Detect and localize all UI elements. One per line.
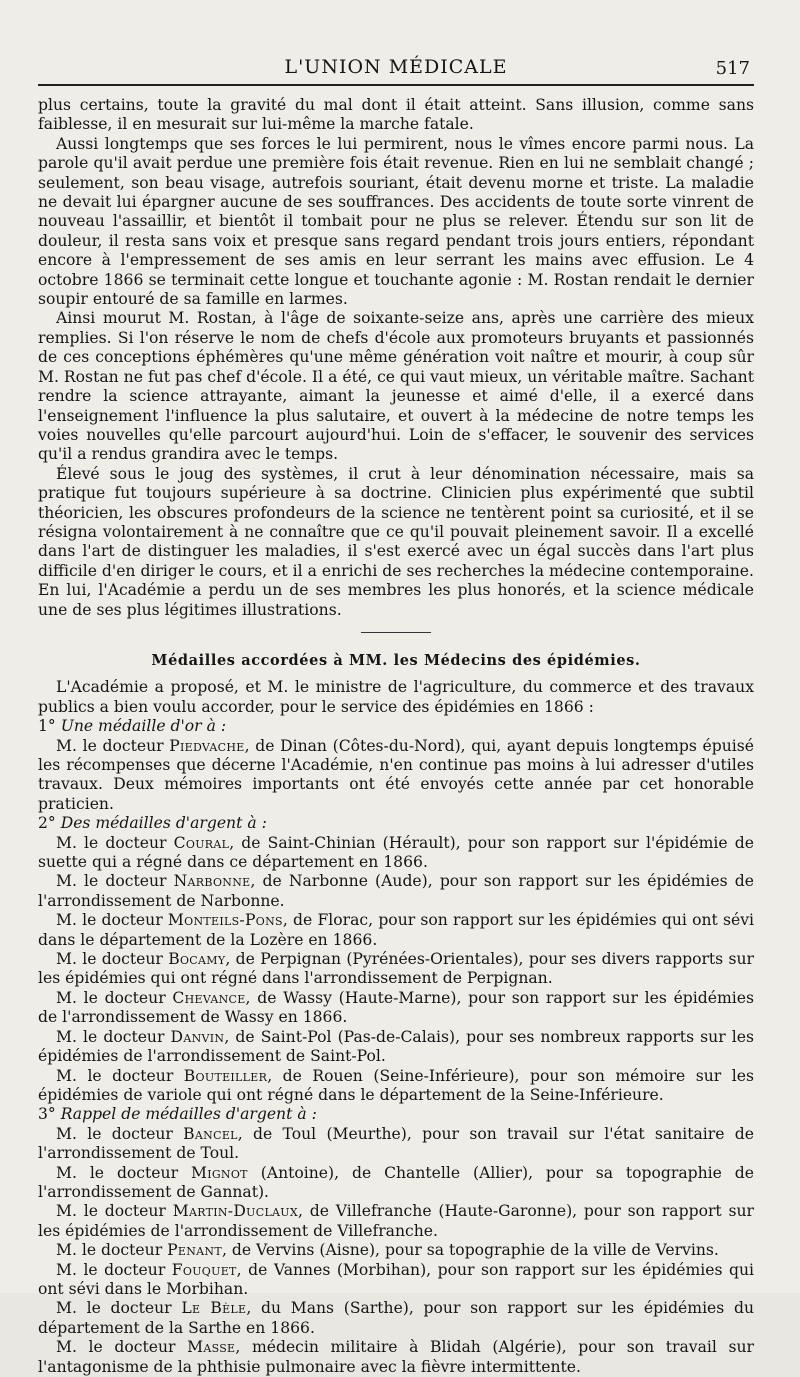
entry-prefix: M. le docteur (56, 872, 174, 891)
section-title: Médailles accordées à MM. les Médecins des épidémies. (151, 651, 641, 669)
laureate-entry (38, 834, 754, 873)
laureate-entry (38, 1028, 754, 1067)
medal-category-number: 2° (38, 814, 56, 833)
doctor-name: Bocamy (168, 950, 226, 969)
paragraph: Ainsi mourut M. Rostan, à l'âge de soixante-seize ans, après une carrière des mieux remplies. Si l'on réserve le nom de chefs d'école aux promoteurs bruyants et passionnés de ces conceptions éphémères qu'une même génération voit naître et mourir, à coup sûr M. Rostan ne fut pas chef d'école. Il a été, ce qui vaut mieux, un véritable maître. Sachant rendre la science attrayante, aimant la jeunesse et aimé d'elle, il a exercé dans l'enseignement l'influence la plus salutaire, et ouvert à la médecine de notre temps les voies nouvelles qu'elle parcourt aujourd'hui. Loin de s'effacer, le souvenir des services qu'il a rendus grandira avec le temps. (38, 309, 754, 464)
entry-text: , de Rouen (Seine-Inférieure), pour son mémoire sur les épidémies de variole qui ont régné dans le département de la Seine-Inférieure. (38, 1066, 754, 1104)
doctor-name: Martin-Duclaux (172, 1202, 299, 1221)
entry-text: , de Vervins (Aisne), pour sa topographie de la ville de Vervins. (221, 1241, 719, 1260)
journal-title: L'UNION MÉDICALE (284, 56, 508, 78)
doctor-name: Monteils-Pons (167, 911, 283, 930)
entry-text: , de Narbonne (Aude), pour son rapport sur les épidémies de l'arrondissement de Narbonne. (38, 872, 754, 910)
medal-category-number: 3° (38, 1105, 56, 1124)
running-head (38, 48, 754, 86)
laureate-entry (38, 1202, 754, 1241)
doctor-name: Bancel (183, 1124, 238, 1143)
doctor-name: Narbonne (173, 872, 251, 891)
entry-prefix: M. le docteur (56, 1027, 171, 1046)
doctor-name: Chevance (172, 988, 246, 1007)
entry-prefix: M. le docteur (56, 1202, 173, 1221)
entry-text: , de Toul (Meurthe), pour son travail sur l'état sanitaire de l'arrondissement de Toul. (38, 1124, 755, 1163)
entry-prefix: M. le docteur (56, 1241, 168, 1260)
medal-groups (38, 717, 754, 1377)
laureate-entry (38, 1125, 754, 1164)
entry-text: , de Saint-Chinian (Hérault), pour son rapport sur l'épidémie de suette qui a régné dans ce département en 1866. (38, 833, 754, 872)
entry-prefix: M. le docteur (56, 1163, 191, 1182)
medal-category-number: 1° (38, 717, 56, 736)
entry-prefix: M. le docteur (56, 736, 170, 755)
article-body (38, 96, 754, 1377)
doctor-name: Masse (187, 1338, 236, 1357)
entry-text: (Antoine), de Chantelle (Allier), pour sa topographie de l'arrondissement de Gannat). (38, 1163, 754, 1201)
doctor-name: Coural (173, 833, 230, 852)
entry-text: , de Vannes (Morbihan), pour son rapport sur les épidémies qui ont sévi dans le Morbihan. (38, 1260, 755, 1298)
section-intro: L'Académie a proposé, et M. le ministre de l'agriculture, du commerce et des travaux publics a bien voulu accorder, pour le service des épidémies en 1866 : (38, 678, 754, 716)
laureate-entry (38, 989, 754, 1028)
laureate-entry (38, 1067, 754, 1106)
laureate-entry (38, 1261, 754, 1300)
entry-text: , de Villefranche (Haute-Garonne), pour son rapport sur les épidémies de l'arrondissement de Villefranche. (38, 1202, 754, 1240)
entry-prefix: M. le docteur (56, 1260, 172, 1279)
page-number: 517 (715, 58, 750, 79)
doctor-name: Fouquet (171, 1260, 237, 1279)
doctor-name: Penant (167, 1241, 222, 1260)
medal-category (38, 717, 754, 736)
laureate-entry (38, 1241, 754, 1260)
laureate-entry (38, 1164, 754, 1203)
doctor-name: Bouteiller (183, 1066, 268, 1085)
doctor-name: Danvin (170, 1027, 225, 1046)
doctor-name: Piedvache (169, 736, 245, 755)
laureate-entry (38, 950, 754, 989)
laureate-entry (38, 911, 754, 950)
entry-prefix: M. le docteur (56, 1124, 184, 1143)
entry-text: , de Perpignan (Pyrénées-Orientales), pour ses divers rapports sur les épidémies qui ont régné dans l'arrondissement de Perpignan. (38, 950, 755, 988)
laureate-entry (38, 737, 754, 815)
laureate-entry (38, 1338, 754, 1377)
entry-prefix: M. le docteur (56, 1066, 184, 1085)
medal-category-label: Une médaille d'or à : (60, 717, 227, 736)
paragraph: Aussi longtemps que ses forces le lui permirent, nous le vîmes encore parmi nous. La parole qu'il avait perdue une première fois était revenue. Rien en lui ne semblait changé ; seulement, son beau visage, autrefois souriant, était devenu morne et triste. La maladie ne devait lui épargner aucune de ses souffrances. Des accidents de toute sorte vinrent de nouveau l'assaillir, et bientôt il tombait pour ne plus se relever. Étendu sur son lit de douleur, il resta sans voix et presque sans regard pendant trois jours entiers, répondant encore à l'empressement de ses amis en leur serrant les mains avec effusion. Le 4 octobre 1866 se terminait cette longue et touchante agonie : M. Rostan rendait le dernier soupir entouré de sa famille en larmes. (38, 134, 754, 309)
doctor-name: Mignot (190, 1163, 248, 1182)
medal-category (38, 814, 754, 833)
entry-text: , du Mans (Sarthe), pour son rapport sur les épidémies du département de la Sarthe en 1866. (38, 1299, 755, 1337)
paragraph: plus certains, toute la gravité du mal dont il était atteint. Sans illusion, comme sans faiblesse, il en mesurait sur lui-même la marche fatale. (38, 96, 754, 134)
laureate-entry (38, 872, 754, 911)
entry-prefix: M. le docteur (56, 1338, 188, 1357)
entry-text: , de Wassy (Haute-Marne), pour son rapport sur les épidémies de l'arrondissement de Wassy en 1866. (38, 988, 754, 1027)
section-divider (361, 632, 431, 633)
entry-prefix: M. le docteur (56, 1299, 182, 1318)
doctor-name: Le Bèle (181, 1299, 247, 1318)
paragraph: Élevé sous le joug des systèmes, il crut à leur dénomination nécessaire, mais sa pratique fut toujours supérieure à sa doctrine. Clinicien plus expérimenté que subtil théoricien, les obscures profondeurs de la science ne tentèrent point sa curiosité, et il se résigna volontairement à ne connaître que ce qu'il pouvait pleinement savoir. Il a excellé dans l'art de distinguer les maladies, il s'est exercé avec un égal succès dans l'art plus difficile d'en diriger le cours, et il a enrichi de ses recherches la médecine contemporaine. En lui, l'Académie a perdu un de ses membres les plus honorés, et la science médicale une de ses plus légitimes illustrations. (38, 464, 754, 619)
entry-prefix: M. le docteur (56, 950, 169, 969)
medal-category-label: Rappel de médailles d'argent à : (60, 1105, 317, 1124)
medal-category (38, 1105, 754, 1124)
entry-prefix: M. le docteur (56, 833, 174, 852)
entry-text: , médecin militaire à Blidah (Algérie), pour son travail sur l'antagonisme de la phthisie pulmonaire avec la fièvre intermittente. (38, 1338, 754, 1376)
entry-text: , de Florac, pour son rapport sur les épidémies qui ont sévi dans le département de la Lozère en 1866. (38, 911, 755, 949)
entry-text: , de Dinan (Côtes-du-Nord), qui, ayant depuis longtemps épuisé les récompenses que décerne l'Académie, n'en continue pas moins à lui adresser d'utiles travaux. Deux mémoires importants ont été envoyés cette année par cet honorable praticien. (38, 736, 754, 813)
laureate-entry (38, 1299, 754, 1338)
entry-prefix: M. le docteur (56, 911, 168, 930)
medal-category-label: Des médailles d'argent à : (60, 814, 267, 833)
entry-prefix: M. le docteur (56, 988, 173, 1007)
entry-text: , de Saint-Pol (Pas-de-Calais), pour ses nombreux rapports sur les épidémies de l'arrondissement de Saint-Pol. (38, 1027, 754, 1066)
